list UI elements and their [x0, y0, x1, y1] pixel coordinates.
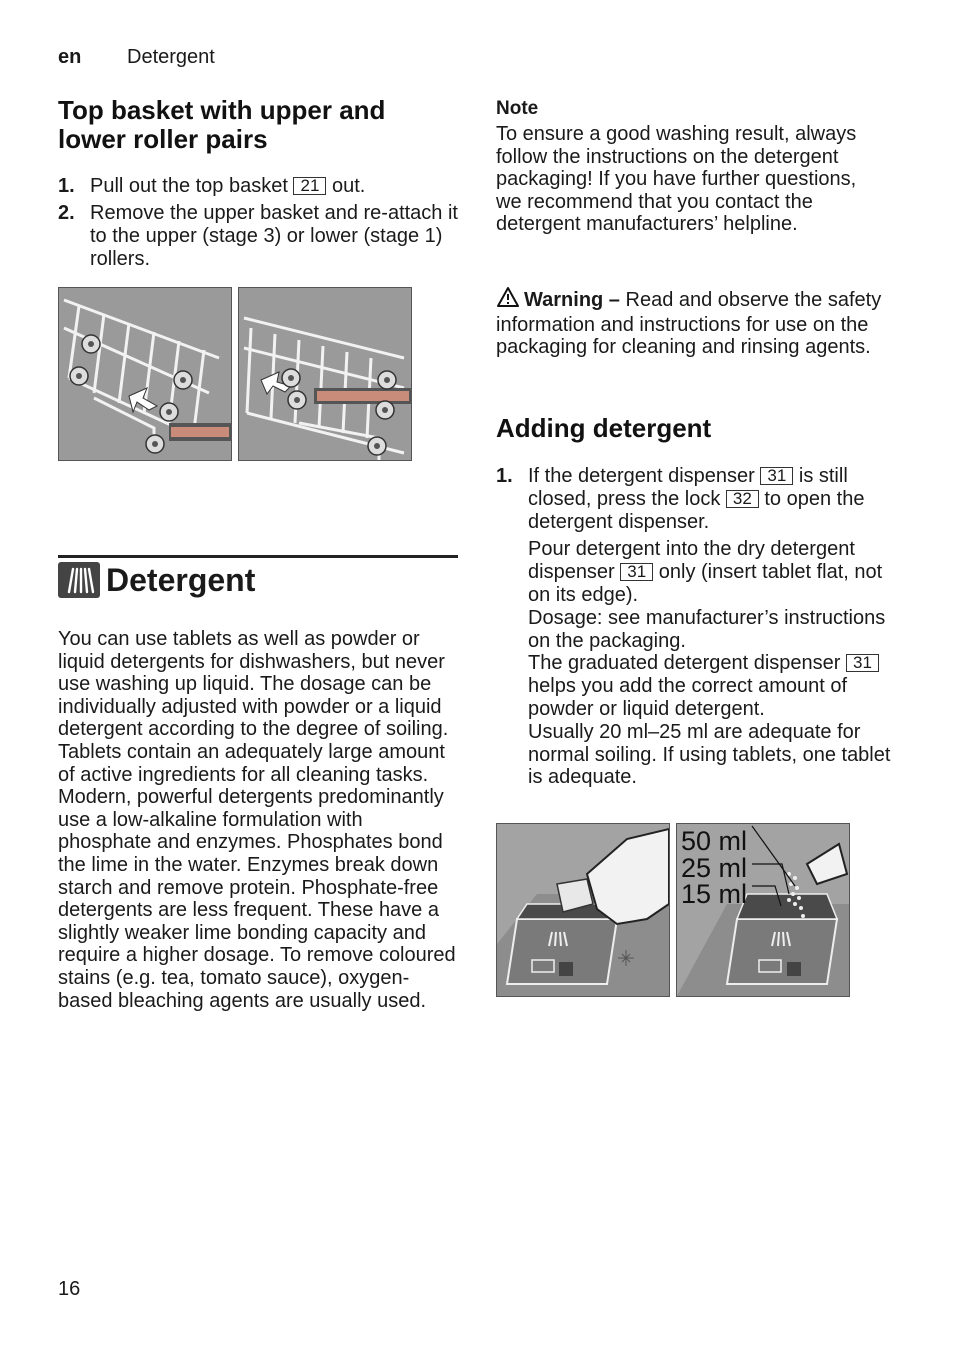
- step-text: to open the detergent dispenser.: [528, 487, 865, 533]
- ref-badge: 32: [726, 490, 759, 508]
- level-label-25: 25 ml: [681, 853, 748, 883]
- top-basket-title: Top basket with upper and lower roller pairs: [58, 95, 386, 154]
- step-text: If the detergent dispenser: [528, 465, 755, 487]
- top-basket-section: [58, 96, 458, 275]
- ref-badge: 31: [846, 654, 879, 672]
- step-text: is still closed, press the lock: [528, 465, 848, 510]
- note-block: [496, 98, 896, 236]
- step-text: Pull out the top basket: [90, 175, 288, 197]
- step-item: [58, 202, 458, 271]
- warning-block: [496, 286, 888, 359]
- level-label-50: 50 ml: [681, 826, 748, 856]
- warning-label: Warning –: [524, 289, 620, 311]
- warning-text: Read and observe the safety information and instructions for use on the packaging for cleaning and rinsing agents.: [496, 289, 882, 359]
- detergent-title: Detergent: [106, 562, 256, 598]
- step-number: 2.: [58, 202, 75, 224]
- dosage-text: Dosage: see manufacturer’s instructions on the packaging.: [528, 606, 886, 652]
- warning-triangle-icon: [496, 286, 520, 314]
- section-divider: [58, 555, 458, 558]
- header-section: Detergent: [127, 46, 215, 68]
- level-label-15: 15 ml: [681, 879, 748, 909]
- step-number: 1.: [496, 465, 513, 487]
- dispenser-tablet-image: [496, 823, 670, 997]
- basket-lower-rollers-image: [238, 287, 412, 461]
- step-item: [58, 175, 458, 198]
- adding-step: [496, 465, 896, 789]
- basket-upper-rollers-image: [58, 287, 232, 461]
- step-text: Remove the upper basket and re-attach it to the upper (stage 3) or lower (stage 1) rollers.: [90, 202, 458, 270]
- paragraph-text: helps you add the correct amount of powder or liquid detergent.: [528, 675, 848, 720]
- adding-detergent-section: [496, 414, 896, 789]
- dispenser-powder-image: [676, 823, 850, 997]
- top-basket-steps: [58, 175, 458, 271]
- detergent-body: You can use tablets as well as powder or liquid detergents for dishwashers, but never use washing up liquid. The dosage can be individually adjusted with powder or a liquid detergent according to the degree of soiling. Tablets contain an adequately large amount of active ingredients for all cleaning tasks. Modern, powerful detergents predominantly use a low-alkaline formulation with phosphate and enzymes. Phosphates bond the lime in the water. Enzymes break down starch and remove protein. Phosphate-free detergents are less frequent. These have a slightly weaker lime bonding capacity and require a higher dosage. To remove coloured stains (e.g. tea, tomato sauce), oxygen-based bleaching agents are usually used.: [58, 628, 456, 1012]
- page-number: 16: [58, 1278, 81, 1300]
- ref-badge: 21: [293, 177, 326, 195]
- step-number: 1.: [58, 175, 75, 197]
- paragraph-text: The graduated detergent dispenser: [528, 652, 841, 675]
- paragraph-text: only (insert tablet flat, not on its edge).: [528, 561, 883, 606]
- detergent-icon: [58, 562, 100, 598]
- usage-text: Usually 20 ml–25 ml are adequate for normal soiling. If using tablets, one tablet is adequate.: [528, 720, 891, 789]
- header-language: en: [58, 46, 82, 68]
- paragraph-text: Pour detergent into the dry detergent dispenser: [528, 538, 855, 584]
- note-heading: Note: [496, 98, 539, 119]
- note-text: To ensure a good washing result, always follow the instructions on the detergent packaging! If you have further questions, we recommend that you contact the detergent manufacturers’ helpline.: [496, 123, 857, 236]
- step-text-post: out.: [331, 175, 366, 197]
- ref-badge: 31: [760, 467, 793, 485]
- adding-detergent-title: Adding detergent: [496, 413, 712, 443]
- ref-badge: 31: [620, 563, 653, 581]
